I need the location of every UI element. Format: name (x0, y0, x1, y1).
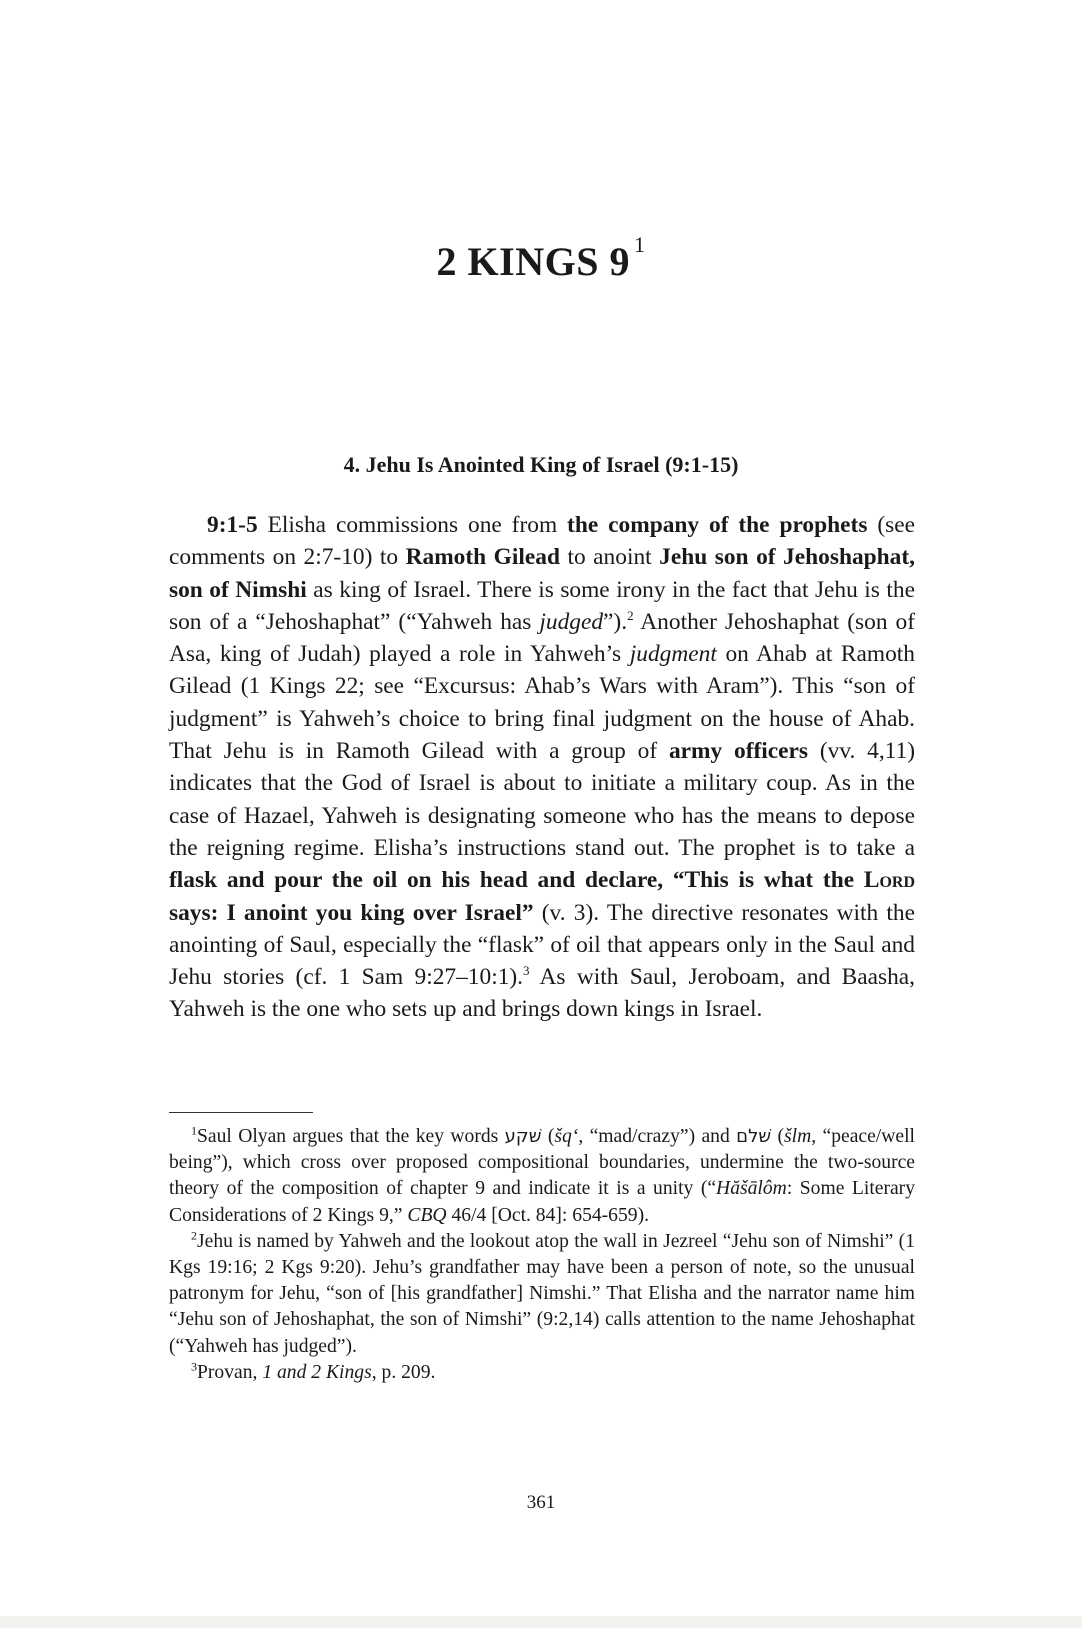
footnote-mark: 3 (191, 1359, 197, 1374)
body-text-run: as king of Israel. There is some irony in the fact that Jehu is the son of a “Jehoshaphat” (“Yahweh has (169, 576, 915, 635)
footnote-ref-2[interactable]: 2 (627, 608, 634, 624)
body-text-run: Elisha commissions one from (257, 512, 568, 538)
footnote-divider (169, 1112, 313, 1113)
section-heading: 4. Jehu Is Anointed King of Israel (9:1-15) (343, 452, 739, 477)
footnote-text: , “mad/crazy”) and (578, 1126, 737, 1147)
chapter-footnote-mark: 1 (633, 232, 646, 257)
body-text-run: Another Jehoshaphat (son of Asa, king of Judah) played a role in Yahweh’s (169, 608, 916, 668)
body-text-run: on Ahab at Ramoth Gilead (1 Kings 22; see “Excursus: Ahab’s Wars with Aram”). This “son of judgment” is Yahweh’s choice to bring final judgment on the house of Ahab. That Jehu is in Ramoth Gilead with a group of (169, 641, 915, 765)
bold-quote: the company of the prophets (567, 512, 868, 538)
bold-quote-part: flask and pour the oil on his head and declare, “This is what the (169, 867, 864, 894)
book-title: 1 and 2 Kings (262, 1361, 372, 1383)
footnote-mark: 2 (191, 1228, 197, 1243)
chapter-title (0, 232, 1082, 285)
body-text-run: (see comments on 2:7-10) to (169, 512, 915, 571)
footnote-ref-3[interactable]: 3 (523, 963, 530, 979)
hebrew-word: שׁלם (736, 1126, 772, 1147)
italic-emphasis: judgment (629, 641, 717, 668)
footnotes (169, 1124, 915, 1386)
body-text-run: As with Saul, Jeroboam, and Baasha, Yahweh is the one who sets up and brings down kings in Israel. (169, 964, 915, 1023)
footnote-text: ( (541, 1126, 555, 1147)
footnote-text: , p. 209. (371, 1361, 436, 1383)
footnote-text: 46/4 [Oct. 84]: 654-659). (446, 1204, 649, 1226)
footnote-text: : Some Literary Considerations of 2 Kings 9,” (169, 1178, 916, 1226)
italic-emphasis: judged (539, 608, 604, 635)
body-paragraph (169, 509, 915, 1026)
footnote-1 (169, 1124, 915, 1229)
footnote-3 (169, 1360, 915, 1386)
verse-reference: 9:1-5 (207, 512, 258, 538)
footnote-text: Jehu is named by Yahweh and the lookout atop the wall in Jezreel “Jehu son of Nimshi” (1 Kgs 19:16; 2 Kgs 9:20). Jehu’s grandfather may have been a person of note, so the unusual patronym for Jehu, “son of [his grandfather] Nimshi.” That Elisha and the narrator name him “Jehu son of Jehoshaphat, the son of Nimshi” (9:2,14) calls attention to the name Jehoshaphat (“Yahweh has judged”). (169, 1230, 915, 1357)
bold-quote: Ramoth Gilead (405, 544, 560, 571)
journal-title: CBQ (407, 1204, 447, 1226)
footnote-text: Saul Olyan argues that the key words (197, 1126, 505, 1147)
footnote-text: ( (771, 1126, 784, 1147)
body-text-run: ”). (603, 608, 628, 635)
hebrew-word: שׁקע (504, 1126, 542, 1147)
transliteration: šq‘ (554, 1126, 579, 1147)
page-number: 361 (526, 1492, 556, 1513)
footnote-2 (169, 1229, 915, 1360)
chapter-title-text: 2 KINGS 9 (436, 239, 630, 284)
transliteration: šlm (784, 1126, 812, 1147)
bold-quote: army officers (668, 738, 809, 765)
bold-quote: Jehu son of Jehoshaphat, son of Nimshi (169, 544, 915, 603)
body-text-run: (vv. 4,11) indicates that the God of Israel is about to initiate a military coup. As in the case of Hazael, Yahweh is designating someone who has the means to depose the reigning regime. Elisha’s instructions stand out. The prophet is to take a (169, 738, 915, 861)
body-text-run: (v. 3). The directive resonates with the anointing of Saul, especially the “flask” of oil that appears only in the Saul and Jehu stories (cf. 1 Sam 9:27–10:1). (169, 899, 915, 991)
footnote-mark: 1 (191, 1123, 197, 1138)
transliteration: Hăšālôm (716, 1178, 787, 1200)
footnote-text: , “peace/well being”), which cross over proposed compositional boundaries, undermine the two-source theory of the composition of chapter 9 and indicate it is a unity (“ (169, 1126, 915, 1200)
bold-quote-part: says: I anoint you king over Israel” (169, 899, 534, 926)
body-text-run: to anoint (559, 544, 660, 571)
footnote-text: Provan, (197, 1361, 263, 1383)
small-caps-lord: Lord (863, 867, 915, 894)
